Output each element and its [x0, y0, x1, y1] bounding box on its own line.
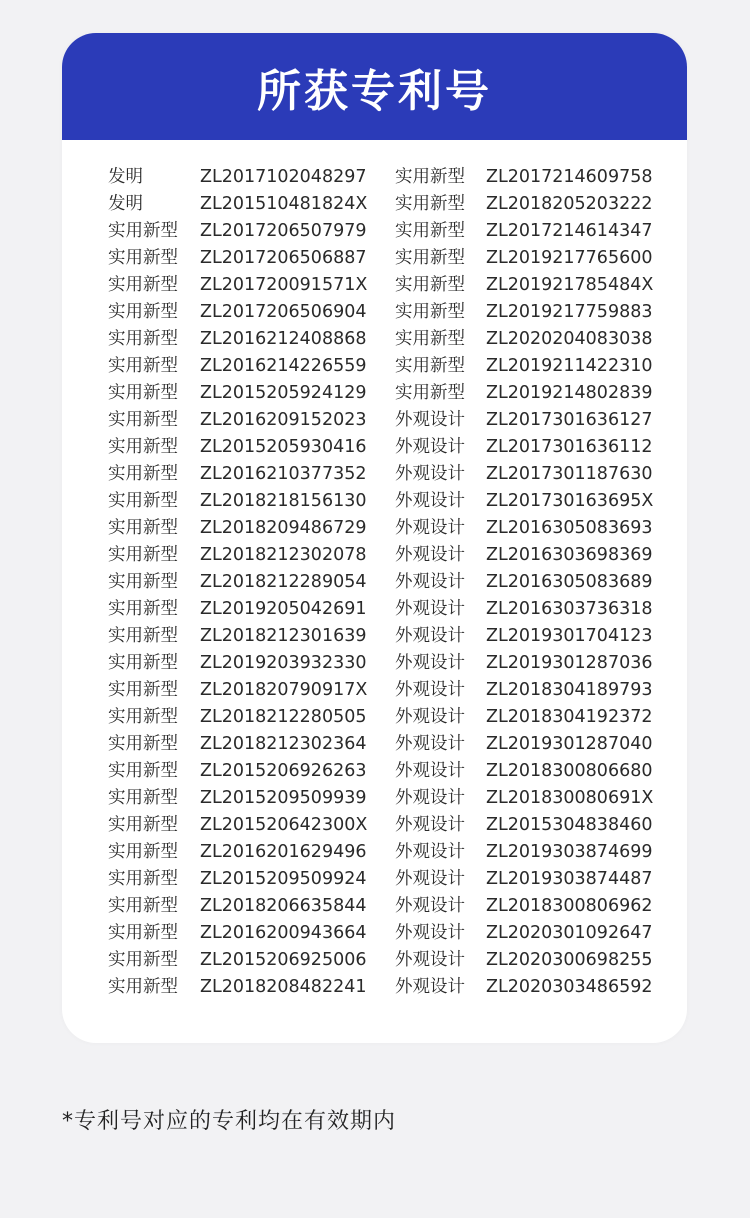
patent-type-left: 实用新型	[108, 734, 178, 754]
patent-type-left: 实用新型	[108, 437, 178, 457]
patent-number-left: ZL2018212289054	[200, 572, 367, 592]
patent-type-right: 外观设计	[395, 680, 465, 700]
patent-type-right: 实用新型	[395, 329, 465, 349]
patent-number-right: ZL2016305083689	[486, 572, 653, 592]
patent-number-right: ZL2016303736318	[486, 599, 653, 619]
patent-row	[62, 542, 687, 569]
patent-number-right: ZL2016305083693	[486, 518, 653, 538]
patent-row	[62, 434, 687, 461]
patent-type-right: 实用新型	[395, 356, 465, 376]
patent-row	[62, 812, 687, 839]
patent-type-left: 实用新型	[108, 302, 178, 322]
patent-number-right: ZL2019214802839	[486, 383, 653, 403]
patent-type-right: 外观设计	[395, 545, 465, 565]
patent-type-left: 实用新型	[108, 572, 178, 592]
patent-type-left: 实用新型	[108, 464, 178, 484]
patent-number-right: ZL2018304189793	[486, 680, 653, 700]
patent-table	[62, 164, 687, 1001]
patent-number-left: ZL2018208482241	[200, 977, 367, 997]
patent-row	[62, 920, 687, 947]
patent-type-left: 实用新型	[108, 653, 178, 673]
patent-type-left: 实用新型	[108, 599, 178, 619]
patent-number-right: ZL2019301704123	[486, 626, 653, 646]
patent-row	[62, 515, 687, 542]
patent-number-left: ZL2015206926263	[200, 761, 367, 781]
patent-type-right: 外观设计	[395, 572, 465, 592]
patent-type-left: 实用新型	[108, 815, 178, 835]
patent-type-right: 外观设计	[395, 923, 465, 943]
patent-row	[62, 488, 687, 515]
patent-type-right: 外观设计	[395, 761, 465, 781]
patent-type-right: 外观设计	[395, 842, 465, 862]
patent-number-left: ZL2017206506887	[200, 248, 367, 268]
patent-number-right: ZL201830080691X	[486, 788, 654, 808]
patent-type-left: 实用新型	[108, 248, 178, 268]
patent-type-right: 外观设计	[395, 950, 465, 970]
patent-row	[62, 866, 687, 893]
patent-type-left: 实用新型	[108, 491, 178, 511]
patent-type-left: 实用新型	[108, 518, 178, 538]
patent-type-right: 实用新型	[395, 194, 465, 214]
patent-number-left: ZL2018218156130	[200, 491, 367, 511]
patent-row	[62, 326, 687, 353]
patent-type-left: 实用新型	[108, 923, 178, 943]
patent-number-right: ZL2018304192372	[486, 707, 653, 727]
patent-number-left: ZL2018206635844	[200, 896, 367, 916]
patent-number-right: ZL2019303874487	[486, 869, 653, 889]
patent-row	[62, 974, 687, 1001]
patent-number-right: ZL2020301092647	[486, 923, 653, 943]
patent-row	[62, 785, 687, 812]
patent-row	[62, 623, 687, 650]
patent-number-left: ZL2016210377352	[200, 464, 367, 484]
patent-row	[62, 596, 687, 623]
patent-type-left: 发明	[108, 167, 143, 187]
patent-type-left: 实用新型	[108, 680, 178, 700]
patent-row	[62, 704, 687, 731]
patent-number-right: ZL2019217765600	[486, 248, 653, 268]
patent-type-left: 实用新型	[108, 221, 178, 241]
patent-number-left: ZL2015205930416	[200, 437, 367, 457]
patent-row	[62, 569, 687, 596]
patent-type-right: 实用新型	[395, 167, 465, 187]
patent-number-right: ZL2017214609758	[486, 167, 653, 187]
patent-number-right: ZL2015304838460	[486, 815, 653, 835]
patent-number-right: ZL2017301636112	[486, 437, 653, 457]
patent-row	[62, 839, 687, 866]
patent-number-right: ZL2019303874699	[486, 842, 653, 862]
patent-row	[62, 407, 687, 434]
patent-number-right: ZL201921785484X	[486, 275, 654, 295]
patent-type-left: 实用新型	[108, 356, 178, 376]
patent-number-right: ZL2020300698255	[486, 950, 653, 970]
patent-number-left: ZL2018212280505	[200, 707, 367, 727]
patent-type-left: 实用新型	[108, 545, 178, 565]
patent-number-left: ZL2019205042691	[200, 599, 367, 619]
patent-number-right: ZL2020204083038	[486, 329, 653, 349]
patent-number-left: ZL2017206506904	[200, 302, 367, 322]
patent-number-left: ZL2018212302078	[200, 545, 367, 565]
patent-type-left: 实用新型	[108, 707, 178, 727]
patent-number-left: ZL2017206507979	[200, 221, 367, 241]
patent-number-left: ZL2018212301639	[200, 626, 367, 646]
patent-number-right: ZL2019211422310	[486, 356, 653, 376]
patent-type-left: 实用新型	[108, 275, 178, 295]
patent-number-right: ZL2016303698369	[486, 545, 653, 565]
patent-row	[62, 947, 687, 974]
patent-type-right: 实用新型	[395, 383, 465, 403]
patent-type-right: 外观设计	[395, 734, 465, 754]
patent-type-right: 外观设计	[395, 410, 465, 430]
patent-row	[62, 758, 687, 785]
patent-type-right: 实用新型	[395, 221, 465, 241]
patent-type-left: 实用新型	[108, 329, 178, 349]
patent-number-left: ZL201510481824X	[200, 194, 368, 214]
patent-number-right: ZL2019301287040	[486, 734, 653, 754]
patent-type-left: 实用新型	[108, 626, 178, 646]
patent-number-right: ZL2019217759883	[486, 302, 653, 322]
patent-type-left: 实用新型	[108, 761, 178, 781]
patent-row	[62, 245, 687, 272]
patent-type-left: 实用新型	[108, 842, 178, 862]
patent-type-left: 实用新型	[108, 788, 178, 808]
patent-row	[62, 299, 687, 326]
patent-number-right: ZL2018300806962	[486, 896, 653, 916]
validity-footnote: *专利号对应的专利均在有效期内	[62, 1109, 397, 1134]
patent-number-left: ZL2016201629496	[200, 842, 367, 862]
patent-type-right: 外观设计	[395, 491, 465, 511]
patent-number-left: ZL2015209509939	[200, 788, 367, 808]
patent-number-left: ZL2016200943664	[200, 923, 367, 943]
patent-type-right: 实用新型	[395, 248, 465, 268]
patent-row	[62, 677, 687, 704]
patent-type-left: 实用新型	[108, 869, 178, 889]
patent-number-left: ZL2015206925006	[200, 950, 367, 970]
patent-type-right: 实用新型	[395, 302, 465, 322]
card-header	[62, 33, 687, 140]
patent-number-right: ZL2018300806680	[486, 761, 653, 781]
page-title: 所获专利号	[257, 65, 492, 117]
patent-type-right: 外观设计	[395, 707, 465, 727]
patent-type-right: 外观设计	[395, 788, 465, 808]
patent-number-left: ZL2018209486729	[200, 518, 367, 538]
patent-card	[62, 33, 687, 1043]
patent-row	[62, 353, 687, 380]
patent-number-left: ZL2017102048297	[200, 167, 367, 187]
patent-number-left: ZL2016212408868	[200, 329, 367, 349]
patent-number-left: ZL201520642300X	[200, 815, 368, 835]
patent-number-left: ZL201720091571X	[200, 275, 368, 295]
patent-type-left: 发明	[108, 194, 143, 214]
patent-row	[62, 650, 687, 677]
patent-type-left: 实用新型	[108, 977, 178, 997]
patent-type-right: 外观设计	[395, 518, 465, 538]
patent-type-right: 外观设计	[395, 626, 465, 646]
patent-number-left: ZL201820790917X	[200, 680, 368, 700]
patent-type-right: 外观设计	[395, 977, 465, 997]
patent-type-right: 外观设计	[395, 653, 465, 673]
patent-row	[62, 893, 687, 920]
patent-number-right: ZL2020303486592	[486, 977, 653, 997]
patent-number-left: ZL2015205924129	[200, 383, 367, 403]
patent-type-right: 外观设计	[395, 869, 465, 889]
patent-row	[62, 164, 687, 191]
patent-number-right: ZL2017301636127	[486, 410, 653, 430]
patent-type-left: 实用新型	[108, 410, 178, 430]
patent-number-left: ZL2015209509924	[200, 869, 367, 889]
patent-row	[62, 191, 687, 218]
patent-number-left: ZL2018212302364	[200, 734, 367, 754]
patent-row	[62, 731, 687, 758]
patent-type-left: 实用新型	[108, 896, 178, 916]
patent-number-left: ZL2016209152023	[200, 410, 367, 430]
patent-number-right: ZL2018205203222	[486, 194, 653, 214]
patent-number-right: ZL2017214614347	[486, 221, 653, 241]
patent-type-right: 外观设计	[395, 896, 465, 916]
patent-type-left: 实用新型	[108, 383, 178, 403]
patent-type-right: 外观设计	[395, 437, 465, 457]
patent-row	[62, 461, 687, 488]
patent-type-right: 外观设计	[395, 464, 465, 484]
patent-number-left: ZL2019203932330	[200, 653, 367, 673]
patent-number-left: ZL2016214226559	[200, 356, 367, 376]
patent-row	[62, 380, 687, 407]
patent-number-right: ZL201730163695X	[486, 491, 654, 511]
patent-number-right: ZL2017301187630	[486, 464, 653, 484]
patent-row	[62, 272, 687, 299]
patent-type-left: 实用新型	[108, 950, 178, 970]
patent-type-right: 外观设计	[395, 815, 465, 835]
patent-row	[62, 218, 687, 245]
patent-type-right: 实用新型	[395, 275, 465, 295]
patent-number-right: ZL2019301287036	[486, 653, 653, 673]
patent-type-right: 外观设计	[395, 599, 465, 619]
